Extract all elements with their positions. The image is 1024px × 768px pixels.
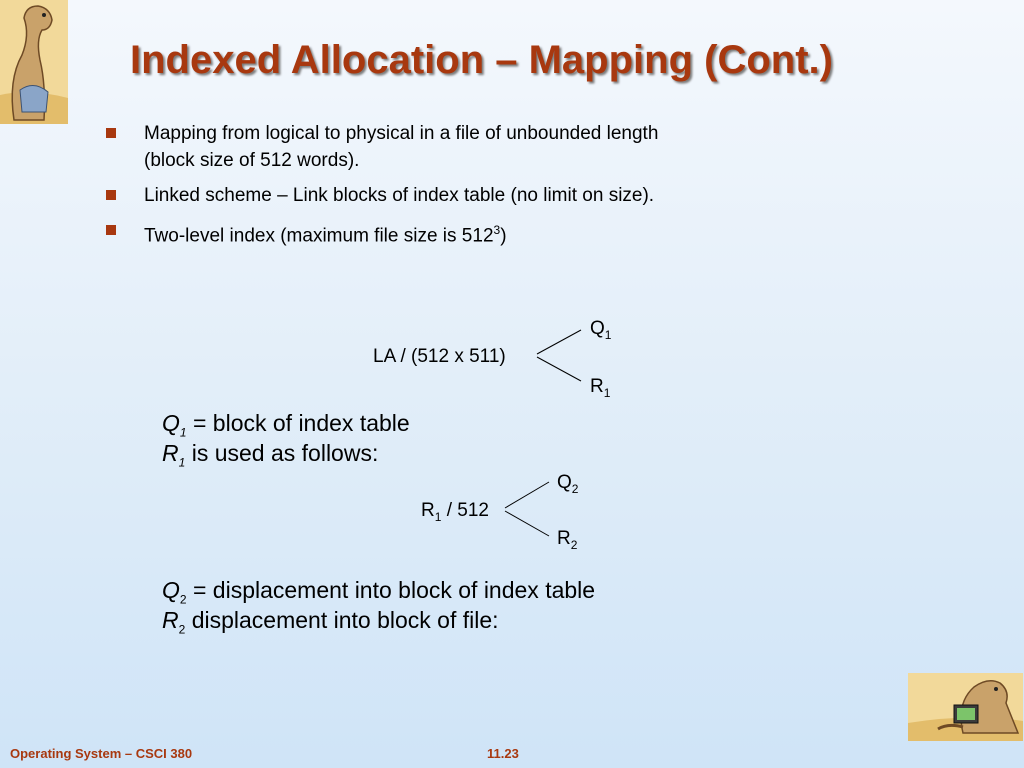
diagram2-quotient: $Q_2$ (557, 472, 579, 496)
bullet-text: (block size of 512 words). (144, 150, 360, 171)
bullet-text: Linked scheme – Link blocks of index table (no limit on size). (144, 185, 655, 206)
definition-q1: $Q_1$ = block of index table (162, 410, 410, 440)
footer-page-number: 11.23 (487, 746, 519, 761)
branch-line-top-1 (537, 330, 581, 354)
branch-line-top-2 (505, 482, 549, 508)
footer-course: Operating System – CSCI 380 (10, 746, 193, 761)
diagram1-quotient: $Q_1$ (590, 318, 612, 342)
definition-r1: $R_1$ is used as follows: (162, 440, 379, 470)
diagram2-remainder: $R_2$ (557, 528, 578, 552)
diagram1-remainder: $R_1$ (590, 376, 611, 400)
definition-r2: $R_2$ displacement into block of file: (162, 607, 499, 637)
bullet-text: Mapping from logical to physical in a file of unbounded length (144, 123, 659, 144)
diagram2-dividend: $R_1 / 512$ (421, 500, 489, 524)
bullet-text: Two-level index (maximum file size is $512^3$) (144, 223, 507, 247)
branch-line-bottom-1 (537, 357, 581, 381)
definition-q2: $Q_2$ = displacement into block of index table (162, 577, 596, 607)
diagram1-dividend: LA / (512 x 511) (373, 346, 506, 367)
slide-title: Indexed Allocation – Mapping (Cont.) (130, 38, 833, 82)
branch-line-bottom-2 (505, 511, 549, 536)
